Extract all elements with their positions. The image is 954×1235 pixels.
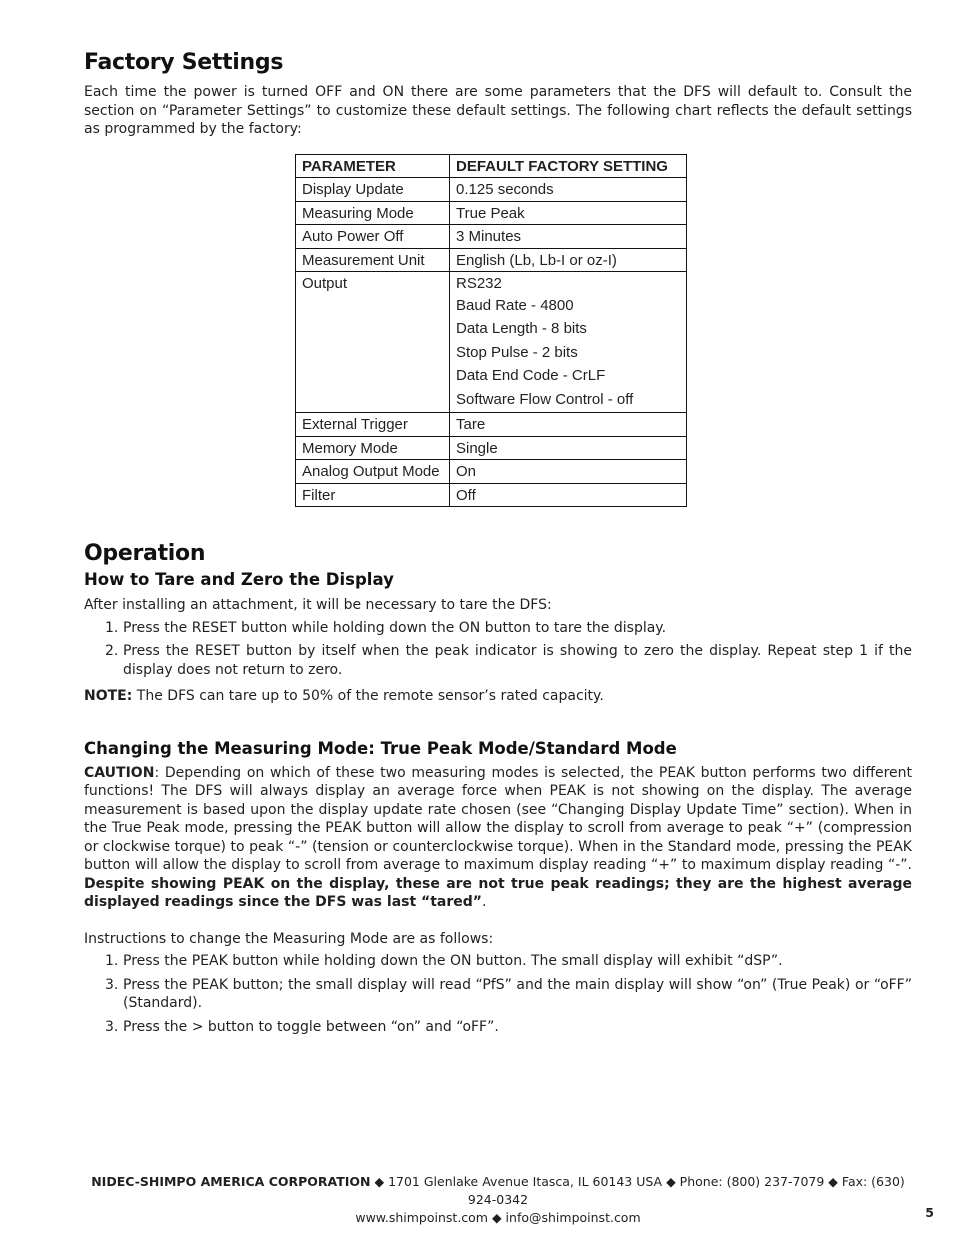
table-row	[296, 483, 687, 507]
step-text: Press the PEAK button while holding down the ON button. The small display will exhibit “dSP”.	[123, 953, 783, 969]
param-cell: Measurement Unit	[296, 248, 450, 272]
caution-text: : Depending on which of these two measuring modes is selected, the PEAK button performs two different functions! The DFS will always display an average force when PEAK is not showing on the display. The average measurement is based upon the display update rate chosen (see “Changing Display Update Time” section). When in the True Peak mode, pressing the PEAK button will allow the display to scroll from average to peak “+” (compression or clockwise torque) to peak “-” (tension or counterclockwise torque). When in the Standard mode, pressing the PEAK button will allow the display to scroll from average to maximum display reading “+” to maximum display reading “-”.	[84, 764, 912, 873]
param-cell: Memory Mode	[296, 436, 450, 460]
param-cell: Display Update	[296, 178, 450, 202]
step-number: 1.	[105, 953, 119, 969]
table-header-row	[296, 154, 687, 178]
tare-heading: How to Tare and Zero the Display	[84, 570, 394, 589]
page-footer	[84, 1173, 912, 1227]
value-cell: On	[450, 460, 687, 484]
caution-paragraph	[84, 764, 912, 912]
param-cell: Analog Output Mode	[296, 460, 450, 484]
footer-company: NIDEC-SHIMPO AMERICA CORPORATION	[91, 1174, 371, 1189]
note-label: NOTE:	[84, 688, 133, 704]
table-row	[296, 436, 687, 460]
step-number: 3.	[105, 976, 119, 993]
param-cell: Filter	[296, 483, 450, 507]
value-line: RS232	[456, 275, 502, 292]
tare-steps	[84, 619, 912, 680]
table-row	[296, 272, 687, 413]
factory-intro: Each time the power is turned OFF and ON there are some parameters that the DFS will default to. Consult the section on “Parameter Settings” to customize these default settings. The following chart reflects the default settings as programmed by the factory:	[84, 84, 912, 137]
footer-web: www.shimpoinst.com ◆ info@shimpoinst.com	[355, 1210, 641, 1225]
step-text: Press the PEAK button; the small display will read “PfS” and the main display will show “on” (True Peak) or “oFF” (Standard).	[123, 976, 912, 1011]
param-cell: Measuring Mode	[296, 201, 450, 225]
mode-steps	[84, 952, 912, 1036]
value-cell: English (Lb, Lb-I or oz-I)	[450, 248, 687, 272]
footer-address-line	[84, 1173, 912, 1209]
value-cell: True Peak	[450, 201, 687, 225]
value-line: Data Length - 8 bits	[456, 320, 587, 337]
list-item	[84, 642, 912, 679]
step-number: 1.	[105, 619, 119, 636]
list-item	[84, 952, 912, 971]
value-line: Software Flow Control - off	[456, 390, 634, 408]
header-default: DEFAULT FACTORY SETTING	[450, 154, 687, 178]
param-cell: External Trigger	[296, 413, 450, 437]
footer-address: ◆ 1701 Glenlake Avenue Itasca, IL 60143 USA ◆ Phone: (800) 237-7079 ◆ Fax: (630) 924-0342	[370, 1174, 905, 1207]
caution-label: CAUTION	[84, 764, 155, 781]
table-row	[296, 248, 687, 272]
value-cell: 3 Minutes	[450, 225, 687, 249]
value-line: Baud Rate - 4800	[456, 296, 574, 314]
value-line: Data End Code - CrLF	[456, 367, 606, 384]
table-row	[296, 413, 687, 437]
list-item	[84, 1018, 912, 1037]
mode-heading: Changing the Measuring Mode: True Peak Mode/Standard Mode	[84, 738, 677, 758]
step-text: Press the RESET button by itself when the peak indicator is showing to zero the display. Repeat step 1 if the display does not return to zero.	[123, 643, 912, 678]
page-content	[84, 48, 912, 1041]
value-cell: Off	[450, 483, 687, 507]
table-row	[296, 178, 687, 202]
operation-title: Operation	[84, 541, 206, 566]
value-cell: 0.125 seconds	[450, 178, 687, 202]
step-number: 3.	[105, 1018, 119, 1035]
param-cell: Auto Power Off	[296, 225, 450, 249]
note-text: The DFS can tare up to 50% of the remote sensor’s rated capacity.	[132, 688, 604, 704]
factory-settings-table	[295, 154, 687, 508]
table-row	[296, 225, 687, 249]
tare-note	[84, 687, 912, 706]
table-row	[296, 201, 687, 225]
caution-bold-text: Despite showing PEAK on the display, these are not true peak readings; they are the highest average displayed readings since the DFS was last “tared”	[84, 875, 912, 910]
list-item	[84, 976, 912, 1013]
mode-instructions-lead: Instructions to change the Measuring Mode are as follows:	[84, 930, 494, 947]
factory-settings-title: Factory Settings	[84, 50, 284, 75]
tare-lead: After installing an attachment, it will be necessary to tare the DFS:	[84, 597, 552, 613]
step-text: Press the > button to toggle between “on” and “oFF”.	[123, 1018, 499, 1035]
header-parameter: PARAMETER	[296, 154, 450, 178]
list-item	[84, 619, 912, 638]
value-line: Stop Pulse - 2 bits	[456, 343, 578, 361]
param-cell: Output	[296, 272, 450, 413]
value-cell: Tare	[450, 413, 687, 437]
table-row	[296, 460, 687, 484]
step-text: Press the RESET button while holding down the ON button to tare the display.	[123, 619, 667, 636]
caution-end: .	[482, 894, 487, 910]
page-number: 5	[925, 1205, 934, 1220]
value-cell-multi	[450, 272, 687, 413]
value-cell: Single	[450, 436, 687, 460]
step-number: 2.	[105, 643, 119, 659]
